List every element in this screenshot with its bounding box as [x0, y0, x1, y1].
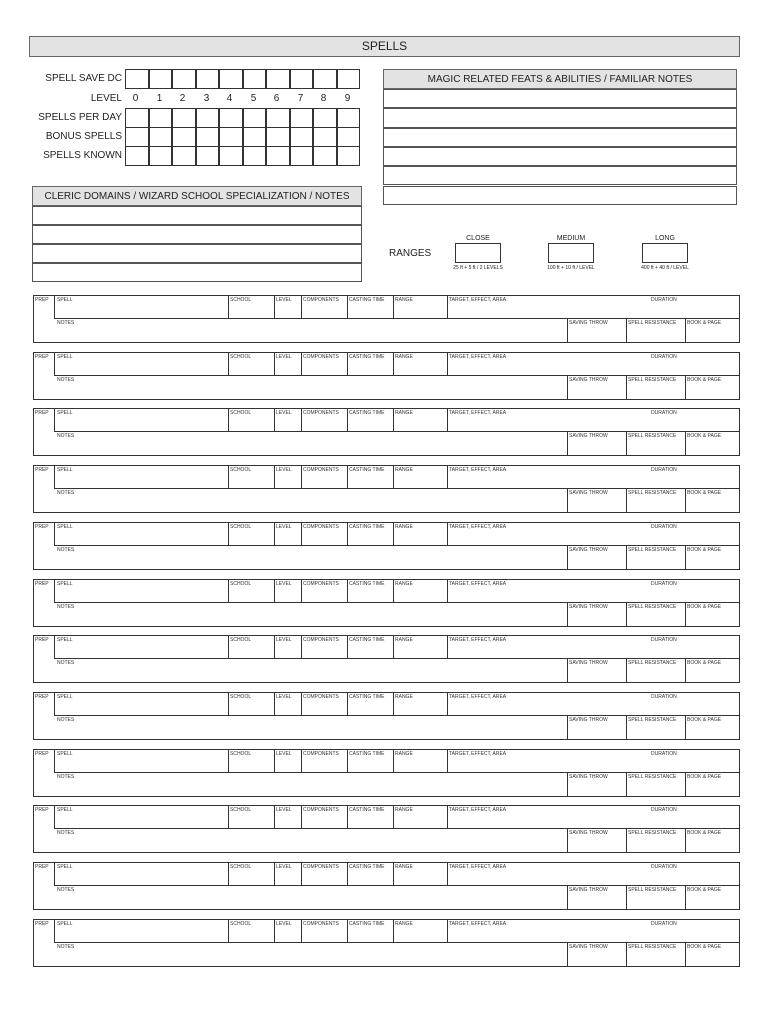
spell-entry: [33, 408, 740, 456]
feats-line[interactable]: [383, 89, 737, 108]
school-label: SCHOOL: [230, 693, 252, 700]
spell-entry: [33, 579, 740, 627]
level-field-label: LEVEL: [276, 920, 292, 927]
domain-line[interactable]: [32, 225, 362, 244]
book-page-label: BOOK & PAGE: [687, 546, 722, 553]
book-page-label: BOOK & PAGE: [687, 660, 722, 667]
spell-entry: [33, 805, 740, 853]
bonus-spells-label: BONUS SPELLS: [45, 131, 122, 142]
prep-label: PREP: [35, 410, 49, 417]
level-field-label: LEVEL: [276, 637, 292, 644]
stat-cell[interactable]: [196, 127, 220, 147]
components-label: COMPONENTS: [303, 864, 339, 870]
range-close-formula: 25 ft + 5 ft / 2 LEVELS: [453, 265, 503, 271]
target-label: TARGET, EFFECT, AREA: [449, 353, 507, 360]
duration-label: DURATION: [651, 410, 677, 417]
saving-throw-label: SAVING THROW: [569, 830, 608, 837]
casting-time-label: CASTING TIME: [349, 410, 385, 417]
notes-label: NOTES: [57, 603, 75, 610]
spell-name-label: SPELL: [57, 467, 73, 474]
target-label: TARGET, EFFECT, AREA: [449, 410, 507, 417]
duration-label: DURATION: [651, 637, 677, 644]
stat-cell[interactable]: [125, 108, 149, 128]
range-medium-formula: 100 ft + 10 ft / LEVEL: [547, 265, 595, 271]
ranges-title: RANGES: [389, 248, 432, 259]
range-field-label: RANGE: [395, 807, 413, 814]
stat-cell[interactable]: [219, 146, 243, 166]
stat-cell[interactable]: [313, 108, 337, 128]
notes-label: NOTES: [57, 376, 75, 383]
stat-cell[interactable]: [172, 127, 196, 147]
level-number: 9: [344, 93, 351, 104]
stat-cell[interactable]: [313, 127, 337, 147]
range-field-label: RANGE: [395, 637, 413, 644]
prep-label: PREP: [35, 523, 49, 530]
stat-cell[interactable]: [149, 108, 173, 128]
duration-label: DURATION: [651, 693, 677, 700]
stat-cell[interactable]: [125, 146, 149, 166]
spell-name-label: SPELL: [57, 523, 73, 530]
target-label: TARGET, EFFECT, AREA: [449, 523, 507, 530]
stat-cell[interactable]: [196, 108, 220, 128]
level-field-label: LEVEL: [276, 523, 292, 530]
components-label: COMPONENTS: [303, 467, 339, 474]
range-field-label: RANGE: [395, 467, 413, 474]
book-page-label: BOOK & PAGE: [687, 433, 722, 440]
level-number: 2: [179, 93, 186, 104]
book-page-label: BOOK & PAGE: [687, 887, 722, 893]
target-label: TARGET, EFFECT, AREA: [449, 750, 507, 757]
components-label: COMPONENTS: [303, 807, 339, 814]
level-field-label: LEVEL: [276, 750, 292, 757]
school-label: SCHOOL: [230, 920, 252, 927]
components-label: COMPONENTS: [303, 297, 339, 303]
prep-label: PREP: [35, 920, 49, 927]
components-label: COMPONENTS: [303, 523, 339, 530]
range-field-label: RANGE: [395, 523, 413, 530]
saving-throw-label: SAVING THROW: [569, 546, 608, 553]
duration-label: DURATION: [651, 580, 677, 587]
duration-label: DURATION: [651, 864, 677, 870]
spell-resistance-label: SPELL RESISTANCE: [628, 546, 677, 553]
stat-cell[interactable]: [337, 69, 361, 89]
spell-resistance-label: SPELL RESISTANCE: [628, 716, 677, 723]
saving-throw-label: SAVING THROW: [569, 320, 608, 326]
spell-resistance-label: SPELL RESISTANCE: [628, 490, 677, 497]
saving-throw-label: SAVING THROW: [569, 660, 608, 667]
spell-resistance-label: SPELL RESISTANCE: [628, 773, 677, 780]
book-page-label: BOOK & PAGE: [687, 943, 722, 950]
saving-throw-label: SAVING THROW: [569, 887, 608, 893]
stat-cell[interactable]: [219, 69, 243, 89]
stat-cell[interactable]: [243, 108, 267, 128]
level-field-label: LEVEL: [276, 580, 292, 587]
spell-name-label: SPELL: [57, 580, 73, 587]
spell-entry: [33, 352, 740, 400]
stat-cell[interactable]: [196, 146, 220, 166]
spell-name-label: SPELL: [57, 807, 73, 814]
saving-throw-label: SAVING THROW: [569, 716, 608, 723]
casting-time-label: CASTING TIME: [349, 750, 385, 757]
casting-time-label: CASTING TIME: [349, 580, 385, 587]
stat-cell[interactable]: [172, 69, 196, 89]
level-field-label: LEVEL: [276, 297, 292, 303]
stat-cell[interactable]: [266, 127, 290, 147]
duration-label: DURATION: [651, 523, 677, 530]
casting-time-label: CASTING TIME: [349, 807, 385, 814]
duration-label: DURATION: [651, 467, 677, 474]
stat-cell[interactable]: [149, 69, 173, 89]
casting-time-label: CASTING TIME: [349, 523, 385, 530]
components-label: COMPONENTS: [303, 410, 339, 417]
notes-label: NOTES: [57, 773, 75, 780]
school-label: SCHOOL: [230, 807, 252, 814]
level-number: 3: [203, 93, 210, 104]
casting-time-label: CASTING TIME: [349, 353, 385, 360]
notes-label: NOTES: [57, 546, 75, 553]
feats-line[interactable]: [383, 128, 737, 147]
level-number: 4: [226, 93, 233, 104]
spell-name-label: SPELL: [57, 864, 73, 870]
prep-label: PREP: [35, 580, 49, 587]
components-label: COMPONENTS: [303, 750, 339, 757]
stat-cell[interactable]: [149, 127, 173, 147]
spell-resistance-label: SPELL RESISTANCE: [628, 660, 677, 667]
school-label: SCHOOL: [230, 864, 252, 870]
range-medium-box[interactable]: [548, 243, 594, 263]
range-long-box[interactable]: [642, 243, 688, 263]
saving-throw-label: SAVING THROW: [569, 376, 608, 383]
stat-cell[interactable]: [290, 69, 314, 89]
level-number: 0: [132, 93, 139, 104]
casting-time-label: CASTING TIME: [349, 864, 385, 870]
level-number: 6: [273, 93, 280, 104]
prep-label: PREP: [35, 637, 49, 644]
prep-label: PREP: [35, 750, 49, 757]
school-label: SCHOOL: [230, 637, 252, 644]
spell-entry: [33, 465, 740, 513]
spell-name-label: SPELL: [57, 920, 73, 927]
domain-line[interactable]: [32, 244, 362, 263]
target-label: TARGET, EFFECT, AREA: [449, 807, 507, 814]
prep-label: PREP: [35, 864, 49, 870]
spell-entry: [33, 862, 740, 910]
level-field-label: LEVEL: [276, 410, 292, 417]
domain-line[interactable]: [32, 263, 362, 282]
level-field-label: LEVEL: [276, 353, 292, 360]
stat-cell[interactable]: [196, 69, 220, 89]
level-field-label: LEVEL: [276, 864, 292, 870]
school-label: SCHOOL: [230, 297, 252, 303]
duration-label: DURATION: [651, 807, 677, 814]
book-page-label: BOOK & PAGE: [687, 603, 722, 610]
school-label: SCHOOL: [230, 467, 252, 474]
spell-entry: [33, 522, 740, 570]
range-close-label: CLOSE: [466, 235, 490, 242]
stat-cell[interactable]: [219, 127, 243, 147]
level-number: 5: [250, 93, 257, 104]
book-page-label: BOOK & PAGE: [687, 716, 722, 723]
level-number: 1: [156, 93, 163, 104]
target-label: TARGET, EFFECT, AREA: [449, 467, 507, 474]
duration-label: DURATION: [651, 750, 677, 757]
spells-per-day-label: SPELLS PER DAY: [38, 112, 122, 123]
spells-known-label: SPELLS KNOWN: [43, 150, 122, 161]
saving-throw-label: SAVING THROW: [569, 603, 608, 610]
spell-name-label: SPELL: [57, 410, 73, 417]
components-label: COMPONENTS: [303, 920, 339, 927]
range-field-label: RANGE: [395, 410, 413, 417]
range-close-box[interactable]: [455, 243, 501, 263]
spell-entry: [33, 692, 740, 740]
feats-line[interactable]: [383, 186, 737, 205]
notes-label: NOTES: [57, 490, 75, 497]
casting-time-label: CASTING TIME: [349, 693, 385, 700]
casting-time-label: CASTING TIME: [349, 467, 385, 474]
prep-label: PREP: [35, 807, 49, 814]
range-field-label: RANGE: [395, 297, 413, 303]
stat-cell[interactable]: [313, 69, 337, 89]
school-label: SCHOOL: [230, 353, 252, 360]
stat-cell[interactable]: [243, 69, 267, 89]
level-field-label: LEVEL: [276, 807, 292, 814]
stat-cell[interactable]: [290, 127, 314, 147]
prep-label: PREP: [35, 297, 49, 303]
level-label: LEVEL: [90, 93, 122, 104]
casting-time-label: CASTING TIME: [349, 920, 385, 927]
domains-header: CLERIC DOMAINS / WIZARD SCHOOL SPECIALIZATION / NOTES: [32, 186, 362, 206]
target-label: TARGET, EFFECT, AREA: [449, 864, 507, 870]
duration-label: DURATION: [651, 920, 677, 927]
spell-resistance-label: SPELL RESISTANCE: [628, 603, 677, 610]
stat-cell[interactable]: [219, 108, 243, 128]
target-label: TARGET, EFFECT, AREA: [449, 297, 507, 303]
spell-resistance-label: SPELL RESISTANCE: [628, 887, 677, 893]
school-label: SCHOOL: [230, 580, 252, 587]
feats-line[interactable]: [383, 166, 737, 185]
stat-cell[interactable]: [266, 69, 290, 89]
casting-time-label: CASTING TIME: [349, 637, 385, 644]
range-field-label: RANGE: [395, 693, 413, 700]
range-field-label: RANGE: [395, 920, 413, 927]
notes-label: NOTES: [57, 433, 75, 440]
spell-name-label: SPELL: [57, 693, 73, 700]
feats-line[interactable]: [383, 147, 737, 166]
stat-cell[interactable]: [243, 127, 267, 147]
saving-throw-label: SAVING THROW: [569, 773, 608, 780]
notes-label: NOTES: [57, 320, 75, 326]
saving-throw-label: SAVING THROW: [569, 943, 608, 950]
notes-label: NOTES: [57, 660, 75, 667]
book-page-label: BOOK & PAGE: [687, 320, 722, 326]
spell-save-dc-label: SPELL SAVE DC: [45, 73, 122, 84]
range-long-label: LONG: [655, 235, 675, 242]
feats-line[interactable]: [383, 108, 737, 127]
spell-entry: [33, 295, 740, 343]
spell-name-label: SPELL: [57, 637, 73, 644]
book-page-label: BOOK & PAGE: [687, 490, 722, 497]
prep-label: PREP: [35, 467, 49, 474]
components-label: COMPONENTS: [303, 580, 339, 587]
range-field-label: RANGE: [395, 580, 413, 587]
components-label: COMPONENTS: [303, 693, 339, 700]
stat-cell[interactable]: [313, 146, 337, 166]
notes-label: NOTES: [57, 887, 75, 893]
spell-resistance-label: SPELL RESISTANCE: [628, 433, 677, 440]
stat-cell[interactable]: [125, 127, 149, 147]
spell-entry: [33, 749, 740, 797]
range-field-label: RANGE: [395, 353, 413, 360]
feats-header: MAGIC RELATED FEATS & ABILITIES / FAMILIAR NOTES: [383, 69, 737, 89]
spell-entry: [33, 635, 740, 683]
book-page-label: BOOK & PAGE: [687, 376, 722, 383]
target-label: TARGET, EFFECT, AREA: [449, 637, 507, 644]
stat-cell[interactable]: [172, 108, 196, 128]
notes-label: NOTES: [57, 830, 75, 837]
notes-label: NOTES: [57, 716, 75, 723]
stat-cell[interactable]: [337, 127, 361, 147]
spell-name-label: SPELL: [57, 353, 73, 360]
stat-cell[interactable]: [266, 146, 290, 166]
casting-time-label: CASTING TIME: [349, 297, 385, 303]
stat-cell[interactable]: [290, 108, 314, 128]
prep-label: PREP: [35, 693, 49, 700]
duration-label: DURATION: [651, 353, 677, 360]
range-long-formula: 400 ft + 40 ft / LEVEL: [641, 265, 689, 271]
spell-resistance-label: SPELL RESISTANCE: [628, 943, 677, 950]
spell-name-label: SPELL: [57, 750, 73, 757]
spell-resistance-label: SPELL RESISTANCE: [628, 830, 677, 837]
level-number: 8: [320, 93, 327, 104]
range-field-label: RANGE: [395, 750, 413, 757]
school-label: SCHOOL: [230, 523, 252, 530]
spell-resistance-label: SPELL RESISTANCE: [628, 320, 677, 326]
level-field-label: LEVEL: [276, 693, 292, 700]
book-page-label: BOOK & PAGE: [687, 773, 722, 780]
range-medium-label: MEDIUM: [556, 235, 586, 242]
stat-cell[interactable]: [290, 146, 314, 166]
school-label: SCHOOL: [230, 410, 252, 417]
page-title: SPELLS: [29, 36, 740, 57]
school-label: SCHOOL: [230, 750, 252, 757]
stat-cell[interactable]: [337, 108, 361, 128]
components-label: COMPONENTS: [303, 637, 339, 644]
domain-line[interactable]: [32, 206, 362, 225]
book-page-label: BOOK & PAGE: [687, 830, 722, 837]
saving-throw-label: SAVING THROW: [569, 433, 608, 440]
target-label: TARGET, EFFECT, AREA: [449, 693, 507, 700]
notes-label: NOTES: [57, 943, 75, 950]
target-label: TARGET, EFFECT, AREA: [449, 920, 507, 927]
components-label: COMPONENTS: [303, 353, 339, 360]
spell-name-label: SPELL: [57, 297, 73, 303]
spell-entry: [33, 919, 740, 967]
target-label: TARGET, EFFECT, AREA: [449, 580, 507, 587]
stat-cell[interactable]: [149, 146, 173, 166]
stat-cell[interactable]: [337, 146, 361, 166]
saving-throw-label: SAVING THROW: [569, 490, 608, 497]
stat-cell[interactable]: [266, 108, 290, 128]
level-number: 7: [297, 93, 304, 104]
spell-resistance-label: SPELL RESISTANCE: [628, 376, 677, 383]
duration-label: DURATION: [651, 297, 677, 303]
stat-cell[interactable]: [243, 146, 267, 166]
range-field-label: RANGE: [395, 864, 413, 870]
stat-cell[interactable]: [125, 69, 149, 89]
level-field-label: LEVEL: [276, 467, 292, 474]
prep-label: PREP: [35, 353, 49, 360]
stat-cell[interactable]: [172, 146, 196, 166]
